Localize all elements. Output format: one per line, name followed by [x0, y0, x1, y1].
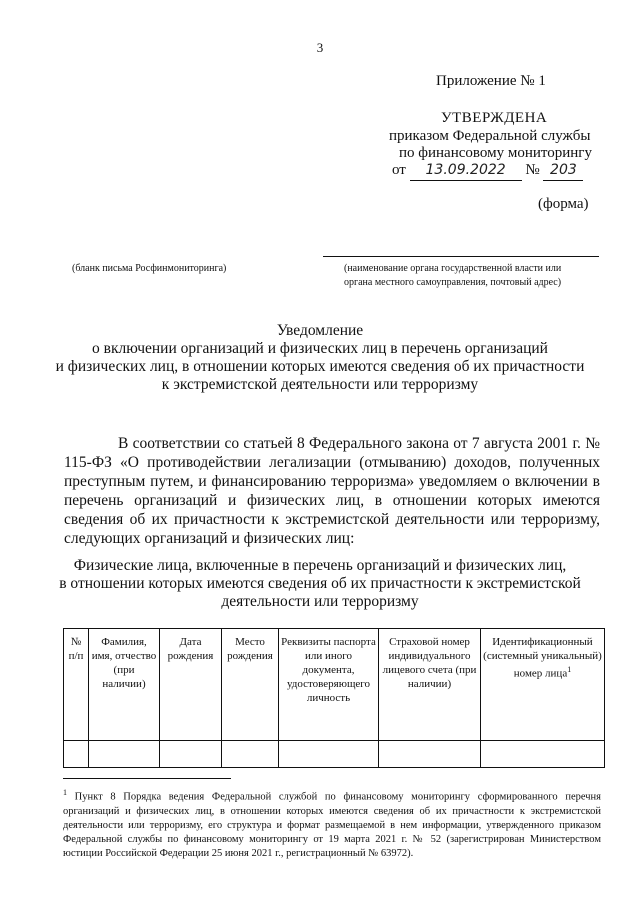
footnote-text: Пункт 8 Порядка ведения Федеральной службой по финансовому мониторингу сформированного перечня организаций и физических лиц, в отношении которых имеются сведения об их причастности к экстремистской деятельности или терроризму, его структура и формат размещаемой в нем информации, утвержденного приказом Федеральной службы по финансовому мониторингу от 19 марта 2021 г. № 52 (зарегистрирован Министерством юстиции Российской Федерации 25 июня 2021 г., регистрационный № 63972). — [63, 791, 601, 859]
table-cell — [481, 741, 605, 768]
title-line-3: и физических лиц, в отношении которых имеются сведения об их причастности — [55, 358, 585, 375]
approved-label: УТВЕРЖДЕНА — [441, 110, 548, 126]
header-number: № п/п — [64, 629, 89, 741]
appendix-label: Приложение № 1 — [436, 73, 546, 89]
recipient-label-1: (наименование органа государственной власти или — [344, 263, 562, 274]
table-row — [64, 741, 605, 768]
table-cell — [160, 741, 222, 768]
body-paragraph: В соответствии со статьей 8 Федерального закона от 7 августа 2001 г. № 115-ФЗ «О противодействии легализации (отмыванию) доходов, полученных преступным путем, и финансированию терроризма» уведомляем о включении в перечень организаций и физических лиц, в отношении которых имеются сведения об их причастности к экстремистской деятельности или терроризму, следующих организаций и физических лиц: — [64, 435, 600, 547]
header-passport: Реквизиты паспорта или иного документа, удостоверяющего личность — [279, 629, 379, 741]
footnote-ref: 1 — [567, 665, 572, 674]
handwritten-date: 13.09.2022 — [410, 161, 522, 181]
title-line-1: Уведомление — [276, 322, 364, 339]
footnote-marker: 1 — [63, 788, 67, 797]
table-cell — [279, 741, 379, 768]
section-title-1: Физические лица, включенные в перечень организаций и физических лиц, — [73, 557, 567, 574]
title-line-4: к экстремистской деятельности или терроризму — [161, 376, 479, 393]
header-birth-place: Место рождения — [222, 629, 279, 741]
footnote-separator — [63, 778, 231, 779]
section-title-2: в отношении которых имеются сведения об их причастности к экстремистской — [59, 575, 581, 592]
order-line-2: по финансовому мониторингу — [399, 145, 592, 161]
order-date-line — [392, 161, 583, 181]
table-cell — [379, 741, 481, 768]
recipient-label-2: органа местного самоуправления, почтовый адрес) — [344, 277, 562, 288]
title-line-2: о включении организаций и физических лиц в перечень организаций — [92, 340, 548, 357]
table-header-row — [64, 629, 605, 741]
number-prefix: № — [525, 162, 540, 178]
form-label: (форма) — [538, 196, 589, 212]
order-line-1: приказом Федеральной службы — [389, 128, 591, 144]
header-id-number: Идентификационный (системный уникальный) номер лица$^1$ — [481, 629, 605, 741]
table-cell — [64, 741, 89, 768]
header-birth-date: Дата рождения — [160, 629, 222, 741]
letterhead-label: (бланк письма Росфинмониторинга) — [72, 263, 227, 274]
header-snils: Страховой номер индивидуального лицевого счета (при наличии) — [379, 629, 481, 741]
table-cell — [222, 741, 279, 768]
recipient-line — [323, 256, 599, 257]
persons-table — [63, 628, 605, 768]
table-cell — [89, 741, 160, 768]
section-title-3: деятельности или терроризму — [221, 593, 419, 610]
footnote — [63, 786, 601, 861]
header-full-name: Фамилия, имя, отчество (при наличии) — [89, 629, 160, 741]
from-prefix: от — [392, 162, 406, 178]
handwritten-number: 203 — [543, 161, 583, 181]
page-number: 3 — [316, 40, 324, 55]
